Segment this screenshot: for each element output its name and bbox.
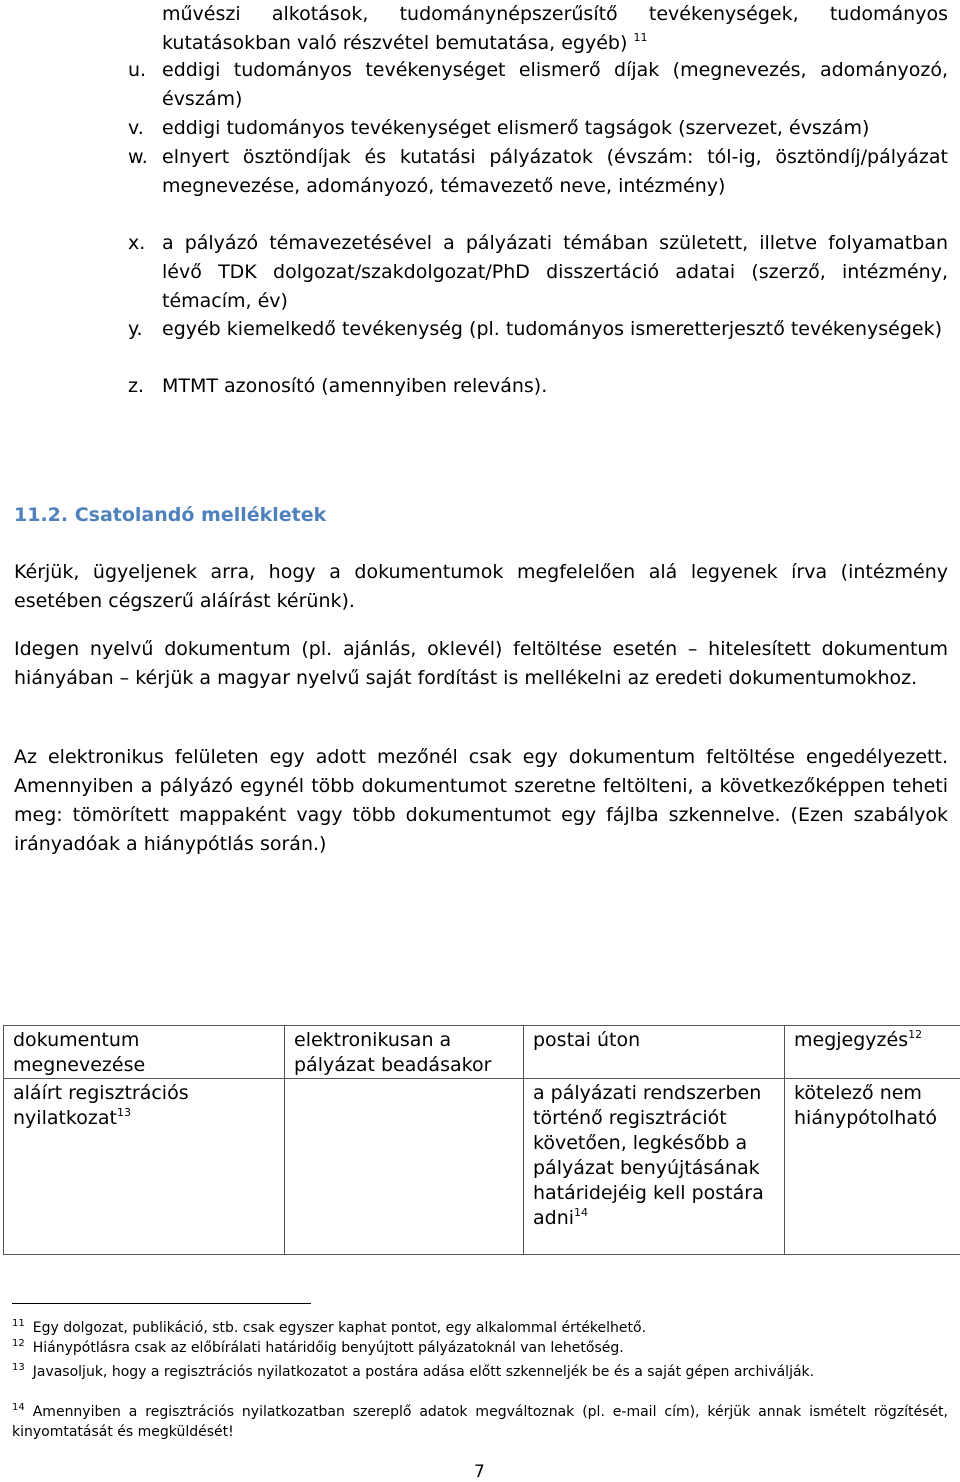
page-number: 7	[474, 1462, 485, 1482]
list-item-label: v.	[128, 117, 144, 139]
footnote-ref[interactable]: 13	[116, 1106, 131, 1119]
section-heading: 11.2. Csatolandó mellékletek	[14, 504, 327, 526]
footnote-11: $^{11}$ Egy dolgozat, publikáció, stb. csak egyszer kaphat pontot, egy alkalommal értékelhető.	[12, 1318, 647, 1336]
footnote-ref[interactable]: 12	[908, 1028, 923, 1041]
footnote-13: $^{13}$ Javasoljuk, hogy a regisztrációs nyilatkozatot a postára adása előtt szkenneljék be és a saját gépen archiválják.	[12, 1362, 815, 1380]
list-item-text: MTMT azonosító (amennyiben releváns).	[162, 375, 548, 397]
attachments-table	[3, 1025, 960, 1255]
paragraph-electronic-upload: Az elektronikus felületen egy adott mezőnél csak egy dokumentum feltöltése engedélyezett. Amennyiben a pályázó egynél több dokumentumot szeretne feltölteni, a következőképpen teheti meg: tömörített mappaként vagy több dokumentumot egy fájlba szkennelve. (Ezen szabályok irányadóak a hiánypótlás során.)	[14, 746, 948, 855]
list-item-text: eddigi tudományos tevékenységet elismerő díjak (megnevezés, adományozó, évszám)	[162, 59, 948, 110]
list-item-text: művészi alkotások, tudománynépszerűsítő tevékenységek, tudományos kutatásokban való részvétel bemutatása, egyéb)	[162, 3, 948, 54]
list-item-u	[128, 56, 948, 114]
footnote-ref[interactable]: 14	[574, 1206, 589, 1219]
paragraph-foreign-docs: Idegen nyelvű dokumentum (pl. ajánlás, oklevél) feltöltése esetén – hitelesített dokumentum hiányában – kérjük a magyar nyelvű saját fordítást is mellékelni az eredeti dokumentumokhoz.	[14, 638, 948, 689]
list-item-text: egyéb kiemelkedő tevékenység (pl. tudományos ismeretterjesztő tevékenységek)	[162, 318, 942, 340]
list-item-text: a pályázó témavezetésével a pályázati témában született, illetve folyamatban lévő TDK dolgozat/szakdolgozat/PhD disszertáció adatai (szerző, intézmény, témacím, év)	[162, 232, 948, 312]
list-item-v	[128, 114, 948, 143]
header-cell-postal: postai úton	[524, 1026, 785, 1079]
table-cell: a pályázati rendszerben történő regisztrációt követően, legkésőbb a pályázat benyújtásának határidejéig kell postára adni$^{14}$	[524, 1079, 785, 1255]
table-row	[4, 1079, 960, 1255]
list-item-x	[128, 229, 948, 316]
table-cell: aláírt regisztrációs nyilatkozat$^{13}$	[4, 1079, 285, 1255]
table-cell: kötelező nem hiánypótolható	[785, 1079, 960, 1255]
list-item-label: u.	[128, 59, 147, 81]
footnote-12: $^{12}$ Hiánypótlásra csak az előbírálati határidőig benyújtott pályázatoknál van lehetőség.	[12, 1338, 624, 1356]
list-item-label: w.	[128, 146, 148, 168]
list-item-label: z.	[128, 375, 145, 397]
table-header-row	[4, 1026, 960, 1079]
list-item-text: elnyert ösztöndíjak és kutatási pályázatok (évszám: tól-ig, ösztöndíj/pályázat megnevezése, adományozó, témavezető neve, intézmény)	[162, 146, 948, 197]
list-item-label: y.	[128, 318, 143, 340]
footnote-separator	[12, 1303, 311, 1304]
list-item-text: eddigi tudományos tevékenységet elismerő tagságok (szervezet, évszám)	[162, 117, 870, 139]
list-item-w	[128, 143, 948, 201]
list-item-y	[128, 315, 948, 344]
table-cell	[285, 1079, 524, 1255]
list-item-continued	[128, 0, 948, 58]
paragraph-signature: Kérjük, ügyeljenek arra, hogy a dokumentumok megfelelően alá legyenek írva (intézmény esetében cégszerű aláírást kérünk).	[14, 561, 948, 612]
footnote-14: $^{14}$ Amennyiben a regisztrációs nyilatkozatban szereplő adatok megváltoznak (pl. e-mail cím), kérjük annak ismételt rögzítését, kinyomtatását és megküldését!	[12, 1402, 948, 1440]
header-cell-note: megjegyzés$^{12}$	[785, 1026, 960, 1079]
list-item-z	[128, 372, 948, 401]
header-cell-document-name: dokumentum megnevezése	[4, 1026, 285, 1079]
list-item-label: x.	[128, 232, 146, 254]
footnote-ref[interactable]: 11	[633, 31, 648, 44]
header-cell-electronic: elektronikusan a pályázat beadásakor	[285, 1026, 524, 1079]
